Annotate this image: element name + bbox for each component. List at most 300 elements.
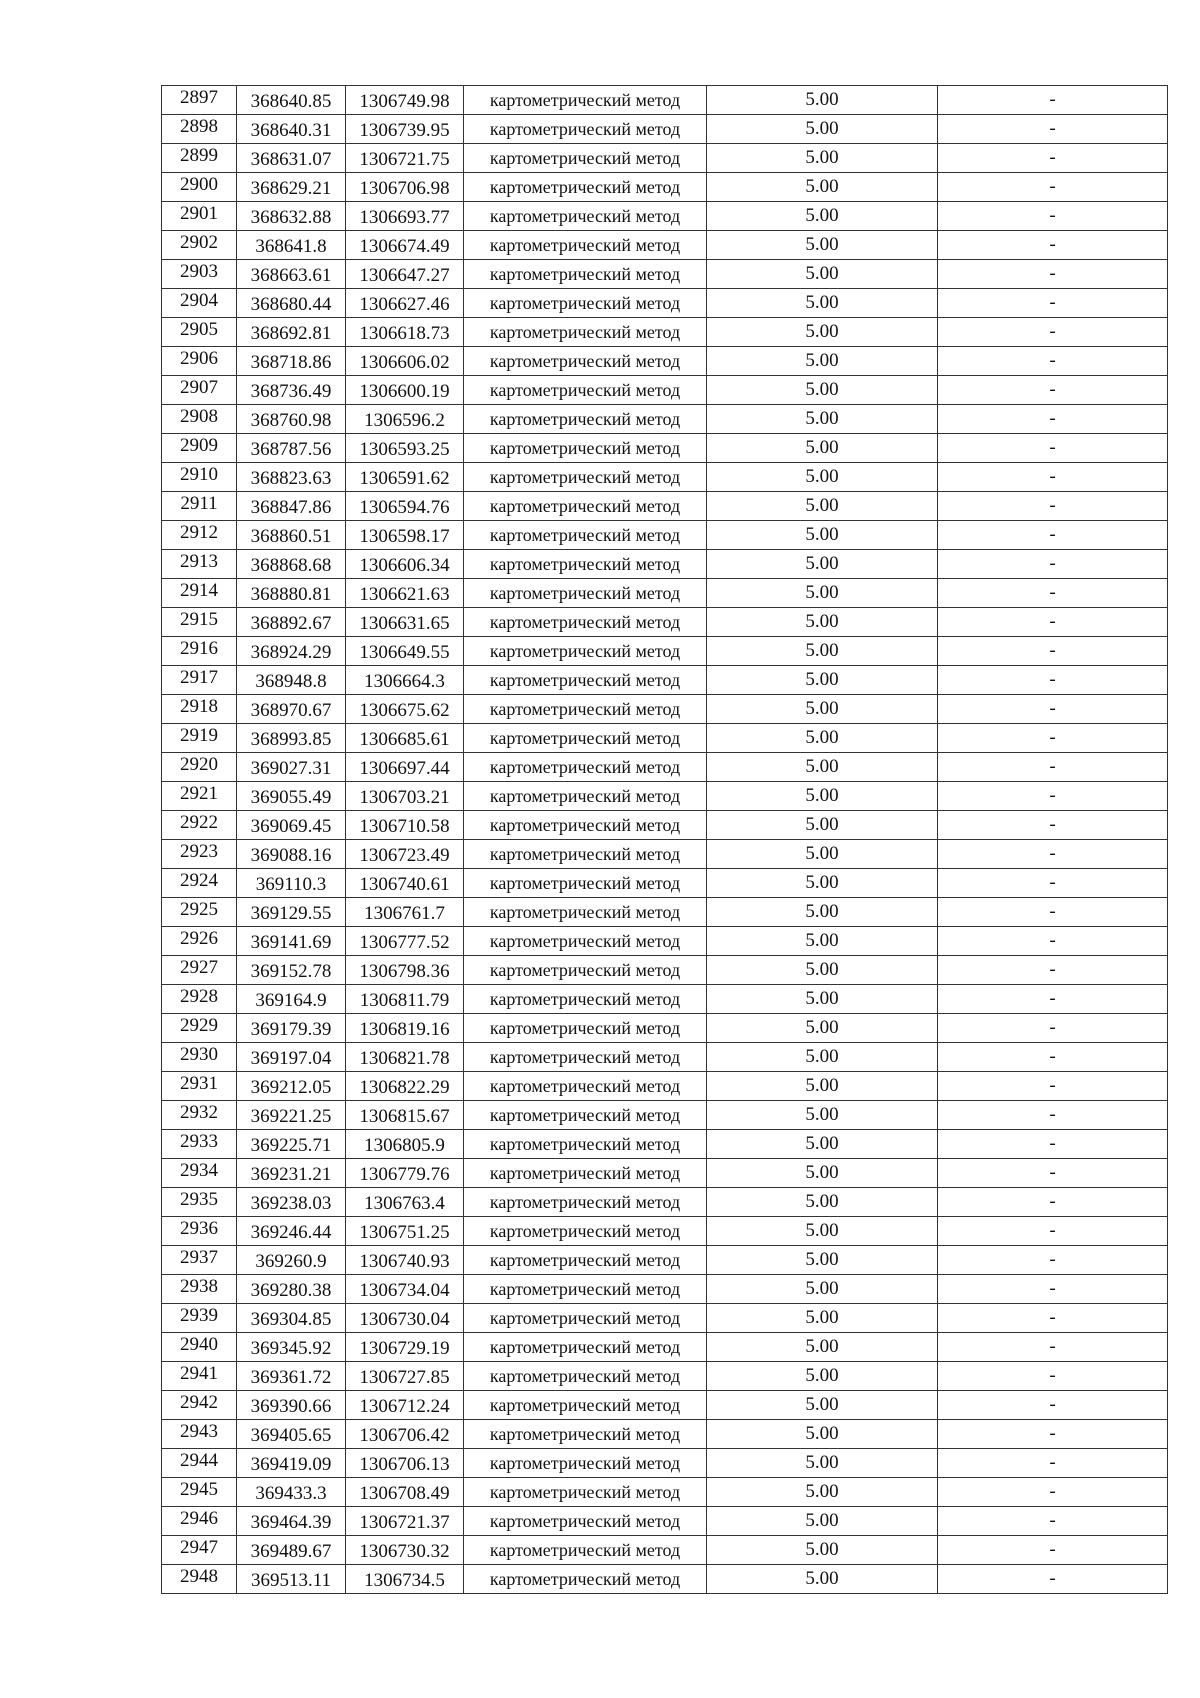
method-cell: картометрический метод bbox=[464, 1565, 707, 1594]
method-cell: картометрический метод bbox=[464, 1101, 707, 1130]
point-number-cell: 2933 bbox=[162, 1130, 237, 1159]
description-cell: - bbox=[938, 1362, 1168, 1391]
table-row bbox=[162, 1217, 1168, 1246]
coordinates-table-body bbox=[162, 86, 1168, 1594]
table-row bbox=[162, 86, 1168, 115]
y-coordinate-cell: 1306734.04 bbox=[346, 1275, 464, 1304]
method-cell: картометрический метод bbox=[464, 521, 707, 550]
point-number-cell: 2920 bbox=[162, 753, 237, 782]
description-cell: - bbox=[938, 1449, 1168, 1478]
table-row bbox=[162, 289, 1168, 318]
accuracy-cell: 5.00 bbox=[707, 898, 938, 927]
point-number-cell: 2906 bbox=[162, 347, 237, 376]
description-cell: - bbox=[938, 840, 1168, 869]
table-row bbox=[162, 1362, 1168, 1391]
y-coordinate-cell: 1306647.27 bbox=[346, 260, 464, 289]
accuracy-cell: 5.00 bbox=[707, 1159, 938, 1188]
accuracy-cell: 5.00 bbox=[707, 1536, 938, 1565]
x-coordinate-cell: 368640.85 bbox=[237, 86, 346, 115]
point-number-cell: 2928 bbox=[162, 985, 237, 1014]
y-coordinate-cell: 1306606.34 bbox=[346, 550, 464, 579]
method-cell: картометрический метод bbox=[464, 173, 707, 202]
x-coordinate-cell: 368663.61 bbox=[237, 260, 346, 289]
table-row bbox=[162, 434, 1168, 463]
table-row bbox=[162, 1101, 1168, 1130]
point-number-cell: 2918 bbox=[162, 695, 237, 724]
x-coordinate-cell: 369225.71 bbox=[237, 1130, 346, 1159]
y-coordinate-cell: 1306727.85 bbox=[346, 1362, 464, 1391]
x-coordinate-cell: 369489.67 bbox=[237, 1536, 346, 1565]
point-number-cell: 2911 bbox=[162, 492, 237, 521]
x-coordinate-cell: 368924.29 bbox=[237, 637, 346, 666]
description-cell: - bbox=[938, 1043, 1168, 1072]
x-coordinate-cell: 368823.63 bbox=[237, 463, 346, 492]
y-coordinate-cell: 1306729.19 bbox=[346, 1333, 464, 1362]
x-coordinate-cell: 368680.44 bbox=[237, 289, 346, 318]
y-coordinate-cell: 1306591.62 bbox=[346, 463, 464, 492]
accuracy-cell: 5.00 bbox=[707, 869, 938, 898]
description-cell: - bbox=[938, 1072, 1168, 1101]
x-coordinate-cell: 368736.49 bbox=[237, 376, 346, 405]
y-coordinate-cell: 1306730.04 bbox=[346, 1304, 464, 1333]
method-cell: картометрический метод bbox=[464, 492, 707, 521]
method-cell: картометрический метод bbox=[464, 1478, 707, 1507]
accuracy-cell: 5.00 bbox=[707, 1043, 938, 1072]
table-row bbox=[162, 1449, 1168, 1478]
x-coordinate-cell: 368993.85 bbox=[237, 724, 346, 753]
x-coordinate-cell: 368631.07 bbox=[237, 144, 346, 173]
accuracy-cell: 5.00 bbox=[707, 550, 938, 579]
method-cell: картометрический метод bbox=[464, 1072, 707, 1101]
table-row bbox=[162, 144, 1168, 173]
description-cell: - bbox=[938, 898, 1168, 927]
x-coordinate-cell: 369419.09 bbox=[237, 1449, 346, 1478]
point-number-cell: 2926 bbox=[162, 927, 237, 956]
x-coordinate-cell: 369345.92 bbox=[237, 1333, 346, 1362]
x-coordinate-cell: 369260.9 bbox=[237, 1246, 346, 1275]
y-coordinate-cell: 1306664.3 bbox=[346, 666, 464, 695]
y-coordinate-cell: 1306777.52 bbox=[346, 927, 464, 956]
table-row bbox=[162, 347, 1168, 376]
point-number-cell: 2912 bbox=[162, 521, 237, 550]
description-cell: - bbox=[938, 1101, 1168, 1130]
x-coordinate-cell: 368860.51 bbox=[237, 521, 346, 550]
x-coordinate-cell: 369231.21 bbox=[237, 1159, 346, 1188]
description-cell: - bbox=[938, 666, 1168, 695]
table-row bbox=[162, 1391, 1168, 1420]
description-cell: - bbox=[938, 86, 1168, 115]
point-number-cell: 2927 bbox=[162, 956, 237, 985]
method-cell: картометрический метод bbox=[464, 550, 707, 579]
description-cell: - bbox=[938, 869, 1168, 898]
y-coordinate-cell: 1306627.46 bbox=[346, 289, 464, 318]
table-row bbox=[162, 608, 1168, 637]
table-row bbox=[162, 579, 1168, 608]
x-coordinate-cell: 369141.69 bbox=[237, 927, 346, 956]
accuracy-cell: 5.00 bbox=[707, 840, 938, 869]
description-cell: - bbox=[938, 579, 1168, 608]
y-coordinate-cell: 1306593.25 bbox=[346, 434, 464, 463]
method-cell: картометрический метод bbox=[464, 1014, 707, 1043]
method-cell: картометрический метод bbox=[464, 1130, 707, 1159]
method-cell: картометрический метод bbox=[464, 289, 707, 318]
y-coordinate-cell: 1306805.9 bbox=[346, 1130, 464, 1159]
method-cell: картометрический метод bbox=[464, 695, 707, 724]
x-coordinate-cell: 369179.39 bbox=[237, 1014, 346, 1043]
description-cell: - bbox=[938, 144, 1168, 173]
x-coordinate-cell: 368641.8 bbox=[237, 231, 346, 260]
table-row bbox=[162, 1536, 1168, 1565]
table-row bbox=[162, 1507, 1168, 1536]
table-row bbox=[162, 637, 1168, 666]
y-coordinate-cell: 1306618.73 bbox=[346, 318, 464, 347]
description-cell: - bbox=[938, 608, 1168, 637]
accuracy-cell: 5.00 bbox=[707, 782, 938, 811]
description-cell: - bbox=[938, 782, 1168, 811]
table-row bbox=[162, 985, 1168, 1014]
point-number-cell: 2938 bbox=[162, 1275, 237, 1304]
method-cell: картометрический метод bbox=[464, 956, 707, 985]
table-row bbox=[162, 753, 1168, 782]
method-cell: картометрический метод bbox=[464, 898, 707, 927]
description-cell: - bbox=[938, 1536, 1168, 1565]
accuracy-cell: 5.00 bbox=[707, 1391, 938, 1420]
point-number-cell: 2917 bbox=[162, 666, 237, 695]
y-coordinate-cell: 1306594.76 bbox=[346, 492, 464, 521]
description-cell: - bbox=[938, 434, 1168, 463]
point-number-cell: 2946 bbox=[162, 1507, 237, 1536]
accuracy-cell: 5.00 bbox=[707, 521, 938, 550]
accuracy-cell: 5.00 bbox=[707, 173, 938, 202]
method-cell: картометрический метод bbox=[464, 1420, 707, 1449]
point-number-cell: 2939 bbox=[162, 1304, 237, 1333]
description-cell: - bbox=[938, 550, 1168, 579]
method-cell: картометрический метод bbox=[464, 579, 707, 608]
method-cell: картометрический метод bbox=[464, 318, 707, 347]
point-number-cell: 2941 bbox=[162, 1362, 237, 1391]
point-number-cell: 2932 bbox=[162, 1101, 237, 1130]
accuracy-cell: 5.00 bbox=[707, 260, 938, 289]
accuracy-cell: 5.00 bbox=[707, 695, 938, 724]
x-coordinate-cell: 368692.81 bbox=[237, 318, 346, 347]
point-number-cell: 2903 bbox=[162, 260, 237, 289]
description-cell: - bbox=[938, 376, 1168, 405]
description-cell: - bbox=[938, 1391, 1168, 1420]
accuracy-cell: 5.00 bbox=[707, 1188, 938, 1217]
y-coordinate-cell: 1306706.42 bbox=[346, 1420, 464, 1449]
description-cell: - bbox=[938, 289, 1168, 318]
y-coordinate-cell: 1306798.36 bbox=[346, 956, 464, 985]
y-coordinate-cell: 1306739.95 bbox=[346, 115, 464, 144]
x-coordinate-cell: 369513.11 bbox=[237, 1565, 346, 1594]
table-row bbox=[162, 550, 1168, 579]
y-coordinate-cell: 1306598.17 bbox=[346, 521, 464, 550]
table-row bbox=[162, 724, 1168, 753]
point-number-cell: 2925 bbox=[162, 898, 237, 927]
point-number-cell: 2908 bbox=[162, 405, 237, 434]
x-coordinate-cell: 369212.05 bbox=[237, 1072, 346, 1101]
y-coordinate-cell: 1306706.13 bbox=[346, 1449, 464, 1478]
x-coordinate-cell: 369433.3 bbox=[237, 1478, 346, 1507]
table-row bbox=[162, 956, 1168, 985]
method-cell: картометрический метод bbox=[464, 724, 707, 753]
x-coordinate-cell: 368787.56 bbox=[237, 434, 346, 463]
description-cell: - bbox=[938, 927, 1168, 956]
table-row bbox=[162, 521, 1168, 550]
y-coordinate-cell: 1306703.21 bbox=[346, 782, 464, 811]
method-cell: картометрический метод bbox=[464, 1275, 707, 1304]
accuracy-cell: 5.00 bbox=[707, 231, 938, 260]
accuracy-cell: 5.00 bbox=[707, 579, 938, 608]
method-cell: картометрический метод bbox=[464, 376, 707, 405]
accuracy-cell: 5.00 bbox=[707, 202, 938, 231]
point-number-cell: 2934 bbox=[162, 1159, 237, 1188]
x-coordinate-cell: 369221.25 bbox=[237, 1101, 346, 1130]
accuracy-cell: 5.00 bbox=[707, 1275, 938, 1304]
point-number-cell: 2915 bbox=[162, 608, 237, 637]
accuracy-cell: 5.00 bbox=[707, 637, 938, 666]
y-coordinate-cell: 1306819.16 bbox=[346, 1014, 464, 1043]
point-number-cell: 2919 bbox=[162, 724, 237, 753]
description-cell: - bbox=[938, 521, 1168, 550]
method-cell: картометрический метод bbox=[464, 1043, 707, 1072]
x-coordinate-cell: 369069.45 bbox=[237, 811, 346, 840]
accuracy-cell: 5.00 bbox=[707, 927, 938, 956]
y-coordinate-cell: 1306674.49 bbox=[346, 231, 464, 260]
accuracy-cell: 5.00 bbox=[707, 318, 938, 347]
y-coordinate-cell: 1306712.24 bbox=[346, 1391, 464, 1420]
method-cell: картометрический метод bbox=[464, 202, 707, 231]
method-cell: картометрический метод bbox=[464, 840, 707, 869]
point-number-cell: 2901 bbox=[162, 202, 237, 231]
accuracy-cell: 5.00 bbox=[707, 1246, 938, 1275]
y-coordinate-cell: 1306710.58 bbox=[346, 811, 464, 840]
method-cell: картометрический метод bbox=[464, 1246, 707, 1275]
accuracy-cell: 5.00 bbox=[707, 1304, 938, 1333]
x-coordinate-cell: 369361.72 bbox=[237, 1362, 346, 1391]
table-row bbox=[162, 1333, 1168, 1362]
table-row bbox=[162, 1478, 1168, 1507]
y-coordinate-cell: 1306721.75 bbox=[346, 144, 464, 173]
point-number-cell: 2905 bbox=[162, 318, 237, 347]
method-cell: картометрический метод bbox=[464, 405, 707, 434]
accuracy-cell: 5.00 bbox=[707, 1333, 938, 1362]
x-coordinate-cell: 369164.9 bbox=[237, 985, 346, 1014]
x-coordinate-cell: 369110.3 bbox=[237, 869, 346, 898]
method-cell: картометрический метод bbox=[464, 260, 707, 289]
table-row bbox=[162, 1159, 1168, 1188]
x-coordinate-cell: 369405.65 bbox=[237, 1420, 346, 1449]
y-coordinate-cell: 1306815.67 bbox=[346, 1101, 464, 1130]
point-number-cell: 2907 bbox=[162, 376, 237, 405]
x-coordinate-cell: 369055.49 bbox=[237, 782, 346, 811]
table-row bbox=[162, 1565, 1168, 1594]
point-number-cell: 2898 bbox=[162, 115, 237, 144]
description-cell: - bbox=[938, 1246, 1168, 1275]
y-coordinate-cell: 1306721.37 bbox=[346, 1507, 464, 1536]
table-row bbox=[162, 463, 1168, 492]
point-number-cell: 2931 bbox=[162, 1072, 237, 1101]
description-cell: - bbox=[938, 231, 1168, 260]
y-coordinate-cell: 1306751.25 bbox=[346, 1217, 464, 1246]
accuracy-cell: 5.00 bbox=[707, 1420, 938, 1449]
description-cell: - bbox=[938, 1275, 1168, 1304]
accuracy-cell: 5.00 bbox=[707, 463, 938, 492]
accuracy-cell: 5.00 bbox=[707, 144, 938, 173]
point-number-cell: 2943 bbox=[162, 1420, 237, 1449]
method-cell: картометрический метод bbox=[464, 927, 707, 956]
y-coordinate-cell: 1306749.98 bbox=[346, 86, 464, 115]
x-coordinate-cell: 369129.55 bbox=[237, 898, 346, 927]
point-number-cell: 2948 bbox=[162, 1565, 237, 1594]
point-number-cell: 2899 bbox=[162, 144, 237, 173]
table-row bbox=[162, 898, 1168, 927]
accuracy-cell: 5.00 bbox=[707, 608, 938, 637]
method-cell: картометрический метод bbox=[464, 1362, 707, 1391]
method-cell: картометрический метод bbox=[464, 1159, 707, 1188]
point-number-cell: 2935 bbox=[162, 1188, 237, 1217]
method-cell: картометрический метод bbox=[464, 782, 707, 811]
x-coordinate-cell: 369280.38 bbox=[237, 1275, 346, 1304]
description-cell: - bbox=[938, 956, 1168, 985]
x-coordinate-cell: 369390.66 bbox=[237, 1391, 346, 1420]
method-cell: картометрический метод bbox=[464, 637, 707, 666]
accuracy-cell: 5.00 bbox=[707, 115, 938, 144]
description-cell: - bbox=[938, 260, 1168, 289]
description-cell: - bbox=[938, 1420, 1168, 1449]
method-cell: картометрический метод bbox=[464, 115, 707, 144]
table-row bbox=[162, 260, 1168, 289]
y-coordinate-cell: 1306606.02 bbox=[346, 347, 464, 376]
method-cell: картометрический метод bbox=[464, 985, 707, 1014]
table-row bbox=[162, 869, 1168, 898]
accuracy-cell: 5.00 bbox=[707, 1014, 938, 1043]
y-coordinate-cell: 1306761.7 bbox=[346, 898, 464, 927]
table-row bbox=[162, 1130, 1168, 1159]
method-cell: картометрический метод bbox=[464, 1449, 707, 1478]
point-number-cell: 2942 bbox=[162, 1391, 237, 1420]
accuracy-cell: 5.00 bbox=[707, 1130, 938, 1159]
table-row bbox=[162, 115, 1168, 144]
x-coordinate-cell: 368948.8 bbox=[237, 666, 346, 695]
description-cell: - bbox=[938, 347, 1168, 376]
accuracy-cell: 5.00 bbox=[707, 1072, 938, 1101]
table-row bbox=[162, 1072, 1168, 1101]
point-number-cell: 2945 bbox=[162, 1478, 237, 1507]
table-row bbox=[162, 666, 1168, 695]
description-cell: - bbox=[938, 637, 1168, 666]
x-coordinate-cell: 368880.81 bbox=[237, 579, 346, 608]
table-row bbox=[162, 1275, 1168, 1304]
point-number-cell: 2930 bbox=[162, 1043, 237, 1072]
method-cell: картометрический метод bbox=[464, 434, 707, 463]
y-coordinate-cell: 1306740.93 bbox=[346, 1246, 464, 1275]
description-cell: - bbox=[938, 492, 1168, 521]
point-number-cell: 2897 bbox=[162, 86, 237, 115]
point-number-cell: 2909 bbox=[162, 434, 237, 463]
accuracy-cell: 5.00 bbox=[707, 405, 938, 434]
description-cell: - bbox=[938, 463, 1168, 492]
description-cell: - bbox=[938, 724, 1168, 753]
accuracy-cell: 5.00 bbox=[707, 376, 938, 405]
method-cell: картометрический метод bbox=[464, 347, 707, 376]
table-row bbox=[162, 1420, 1168, 1449]
y-coordinate-cell: 1306821.78 bbox=[346, 1043, 464, 1072]
description-cell: - bbox=[938, 1507, 1168, 1536]
table-row bbox=[162, 202, 1168, 231]
x-coordinate-cell: 369464.39 bbox=[237, 1507, 346, 1536]
accuracy-cell: 5.00 bbox=[707, 985, 938, 1014]
method-cell: картометрический метод bbox=[464, 869, 707, 898]
description-cell: - bbox=[938, 1130, 1168, 1159]
accuracy-cell: 5.00 bbox=[707, 724, 938, 753]
x-coordinate-cell: 369246.44 bbox=[237, 1217, 346, 1246]
y-coordinate-cell: 1306693.77 bbox=[346, 202, 464, 231]
point-number-cell: 2904 bbox=[162, 289, 237, 318]
description-cell: - bbox=[938, 318, 1168, 347]
method-cell: картометрический метод bbox=[464, 811, 707, 840]
point-number-cell: 2914 bbox=[162, 579, 237, 608]
y-coordinate-cell: 1306730.32 bbox=[346, 1536, 464, 1565]
table-row bbox=[162, 927, 1168, 956]
y-coordinate-cell: 1306706.98 bbox=[346, 173, 464, 202]
accuracy-cell: 5.00 bbox=[707, 1478, 938, 1507]
accuracy-cell: 5.00 bbox=[707, 1449, 938, 1478]
accuracy-cell: 5.00 bbox=[707, 811, 938, 840]
table-row bbox=[162, 840, 1168, 869]
description-cell: - bbox=[938, 173, 1168, 202]
method-cell: картометрический метод bbox=[464, 463, 707, 492]
table-row bbox=[162, 1246, 1168, 1275]
method-cell: картометрический метод bbox=[464, 1304, 707, 1333]
x-coordinate-cell: 369304.85 bbox=[237, 1304, 346, 1333]
table-row bbox=[162, 173, 1168, 202]
point-number-cell: 2910 bbox=[162, 463, 237, 492]
method-cell: картометрический метод bbox=[464, 608, 707, 637]
description-cell: - bbox=[938, 405, 1168, 434]
accuracy-cell: 5.00 bbox=[707, 1565, 938, 1594]
table-row bbox=[162, 376, 1168, 405]
y-coordinate-cell: 1306740.61 bbox=[346, 869, 464, 898]
point-number-cell: 2916 bbox=[162, 637, 237, 666]
method-cell: картометрический метод bbox=[464, 86, 707, 115]
accuracy-cell: 5.00 bbox=[707, 289, 938, 318]
point-number-cell: 2929 bbox=[162, 1014, 237, 1043]
method-cell: картометрический метод bbox=[464, 1536, 707, 1565]
table-row bbox=[162, 405, 1168, 434]
x-coordinate-cell: 369197.04 bbox=[237, 1043, 346, 1072]
description-cell: - bbox=[938, 811, 1168, 840]
description-cell: - bbox=[938, 1333, 1168, 1362]
y-coordinate-cell: 1306675.62 bbox=[346, 695, 464, 724]
description-cell: - bbox=[938, 1188, 1168, 1217]
point-number-cell: 2913 bbox=[162, 550, 237, 579]
point-number-cell: 2922 bbox=[162, 811, 237, 840]
x-coordinate-cell: 368718.86 bbox=[237, 347, 346, 376]
x-coordinate-cell: 368970.67 bbox=[237, 695, 346, 724]
accuracy-cell: 5.00 bbox=[707, 347, 938, 376]
y-coordinate-cell: 1306763.4 bbox=[346, 1188, 464, 1217]
table-row bbox=[162, 1043, 1168, 1072]
description-cell: - bbox=[938, 1014, 1168, 1043]
point-number-cell: 2900 bbox=[162, 173, 237, 202]
y-coordinate-cell: 1306596.2 bbox=[346, 405, 464, 434]
description-cell: - bbox=[938, 1304, 1168, 1333]
table-row bbox=[162, 811, 1168, 840]
point-number-cell: 2944 bbox=[162, 1449, 237, 1478]
y-coordinate-cell: 1306723.49 bbox=[346, 840, 464, 869]
y-coordinate-cell: 1306600.19 bbox=[346, 376, 464, 405]
